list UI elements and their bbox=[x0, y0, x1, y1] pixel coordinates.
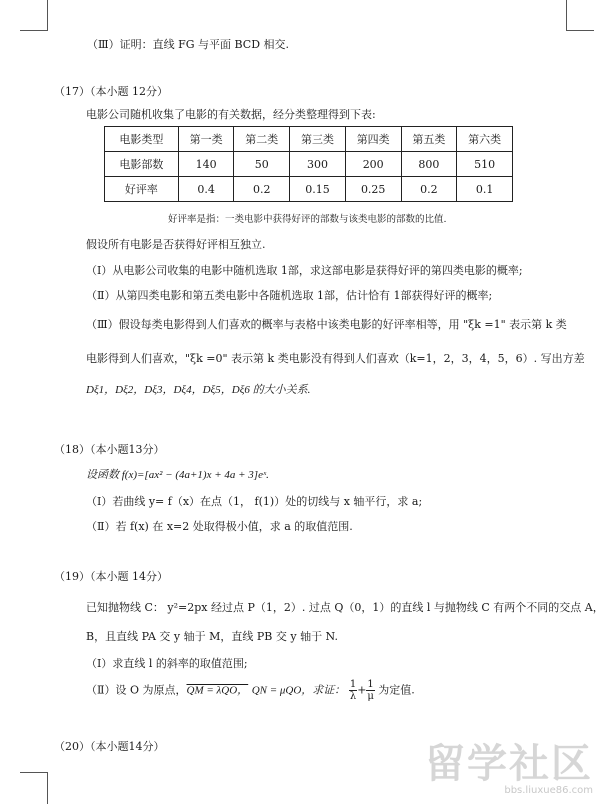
q17-part-2: （Ⅱ）从第四类电影和第五类电影中各随机选取 1部，估计恰有 1部获得好评的概率; bbox=[86, 289, 493, 302]
watermark-brand: 留学社区 bbox=[425, 741, 593, 787]
watermark-url: bbs.liuxue86.com bbox=[504, 785, 593, 796]
q20-header: （20）（本小题14分） bbox=[54, 740, 165, 753]
q18-header: （18）（本小题13分） bbox=[54, 443, 165, 456]
crop-mark-top-left-h bbox=[20, 30, 48, 31]
table-cell: 0.25 bbox=[345, 177, 401, 202]
table-header-row bbox=[105, 127, 513, 152]
previous-question-line: （Ⅲ）证明：直线 FG 与平面 BCD 相交. bbox=[87, 38, 290, 51]
table-cell: 0.2 bbox=[234, 177, 290, 202]
table-cell: 第二类 bbox=[234, 127, 290, 152]
table-cell: 0.4 bbox=[178, 177, 234, 202]
table-cell: 第三类 bbox=[290, 127, 346, 152]
q17-assumption: 假设所有电影是否获得好评相互独立. bbox=[86, 238, 266, 251]
q19-line-2: B，且直线 PA 交 y 轴于 M，直线 PB 交 y 轴于 N. bbox=[86, 630, 338, 643]
table-cell: 电影类型 bbox=[105, 127, 179, 152]
vector-qm-equation: QM = λQO， bbox=[186, 684, 249, 697]
plus-sign: + bbox=[357, 683, 367, 697]
table-cell: 第一类 bbox=[178, 127, 234, 152]
q17-header: （17）（本小题 12分） bbox=[54, 85, 168, 98]
fraction-one-over-mu: $\frac{1}{\mu}$ bbox=[367, 679, 374, 702]
table-cell: 50 bbox=[234, 152, 290, 177]
table-cell: 第四类 bbox=[345, 127, 401, 152]
q19-part-2 bbox=[86, 679, 415, 702]
fraction-one-over-lambda: $\frac{1}{\lambda}$ bbox=[349, 679, 357, 702]
crop-mark-bottom-left-h bbox=[20, 772, 48, 773]
rating-table bbox=[104, 126, 513, 202]
table-cell: 好评率 bbox=[105, 177, 179, 202]
q19-part-1: （Ⅰ）求直线 l 的斜率的取值范围; bbox=[86, 657, 248, 670]
table-row bbox=[105, 152, 513, 177]
q17-part-3b: 电影得到人们喜欢，"ξk =0" 表示第 k 类电影没有得到人们喜欢（k=1，2，3，4，5，6）. 写出方差 bbox=[86, 352, 585, 365]
crop-mark-top-left-v bbox=[47, 0, 48, 30]
vector-qn-equation: QN = μQO，求证： bbox=[251, 684, 346, 697]
q17-part-3a: （Ⅲ）假设每类电影得到人们喜欢的概率与表格中该类电影的好评率相等，用 "ξk =1" 表示第 k 类 bbox=[86, 318, 567, 331]
q19-part-2-prefix: （Ⅱ）设 O 为原点， bbox=[86, 683, 187, 697]
table-cell: 0.1 bbox=[457, 177, 513, 202]
table-cell: 300 bbox=[290, 152, 346, 177]
table-cell: 0.15 bbox=[290, 177, 346, 202]
crop-mark-top-right-v bbox=[566, 0, 567, 30]
watermark bbox=[425, 743, 593, 796]
q18-part-2: （Ⅱ）若 f(x) 在 x=2 处取得极小值，求 a 的取值范围. bbox=[86, 520, 353, 533]
table-row bbox=[105, 177, 513, 202]
q19-header: （19）（本小题 14分） bbox=[54, 570, 168, 583]
table-cell: 800 bbox=[401, 152, 457, 177]
q17-part-1: （Ⅰ）从电影公司收集的电影中随机选取 1部，求这部电影是获得好评的第四类电影的概率; bbox=[86, 264, 523, 277]
q19-line-1: 已知抛物线 C： y²=2px 经过点 P（1，2）. 过点 Q（0，1）的直线 l 与抛物线 C 有两个不同的交点 A， bbox=[86, 601, 604, 614]
q18-part-1: （Ⅰ）若曲线 y= f（x）在点（1， f(1)）处的切线与 x 轴平行，求 a; bbox=[86, 495, 423, 508]
table-cell: 电影部数 bbox=[105, 152, 179, 177]
q17-intro: 电影公司随机收集了电影的有关数据，经分类整理得到下表: bbox=[86, 108, 376, 121]
q18-function: 设函数 f(x)=[ax² − (4a+1)x + 4a + 3]eˣ. bbox=[86, 469, 269, 481]
table-cell: 200 bbox=[345, 152, 401, 177]
q19-part-2-suffix: 为定值. bbox=[374, 683, 415, 697]
q17-part-3c: Dξ1，Dξ2，Dξ3，Dξ4，Dξ5，Dξ6 的大小关系. bbox=[86, 384, 311, 396]
crop-mark-bottom-left-v bbox=[47, 772, 48, 804]
table-cell: 140 bbox=[178, 152, 234, 177]
table-cell: 第五类 bbox=[401, 127, 457, 152]
crop-mark-top-right-h bbox=[566, 30, 594, 31]
table-cell: 510 bbox=[457, 152, 513, 177]
table-cell: 0.2 bbox=[401, 177, 457, 202]
table-cell: 第六类 bbox=[457, 127, 513, 152]
table-note: 好评率是指：一类电影中获得好评的部数与该类电影的部数的比值. bbox=[168, 214, 447, 225]
